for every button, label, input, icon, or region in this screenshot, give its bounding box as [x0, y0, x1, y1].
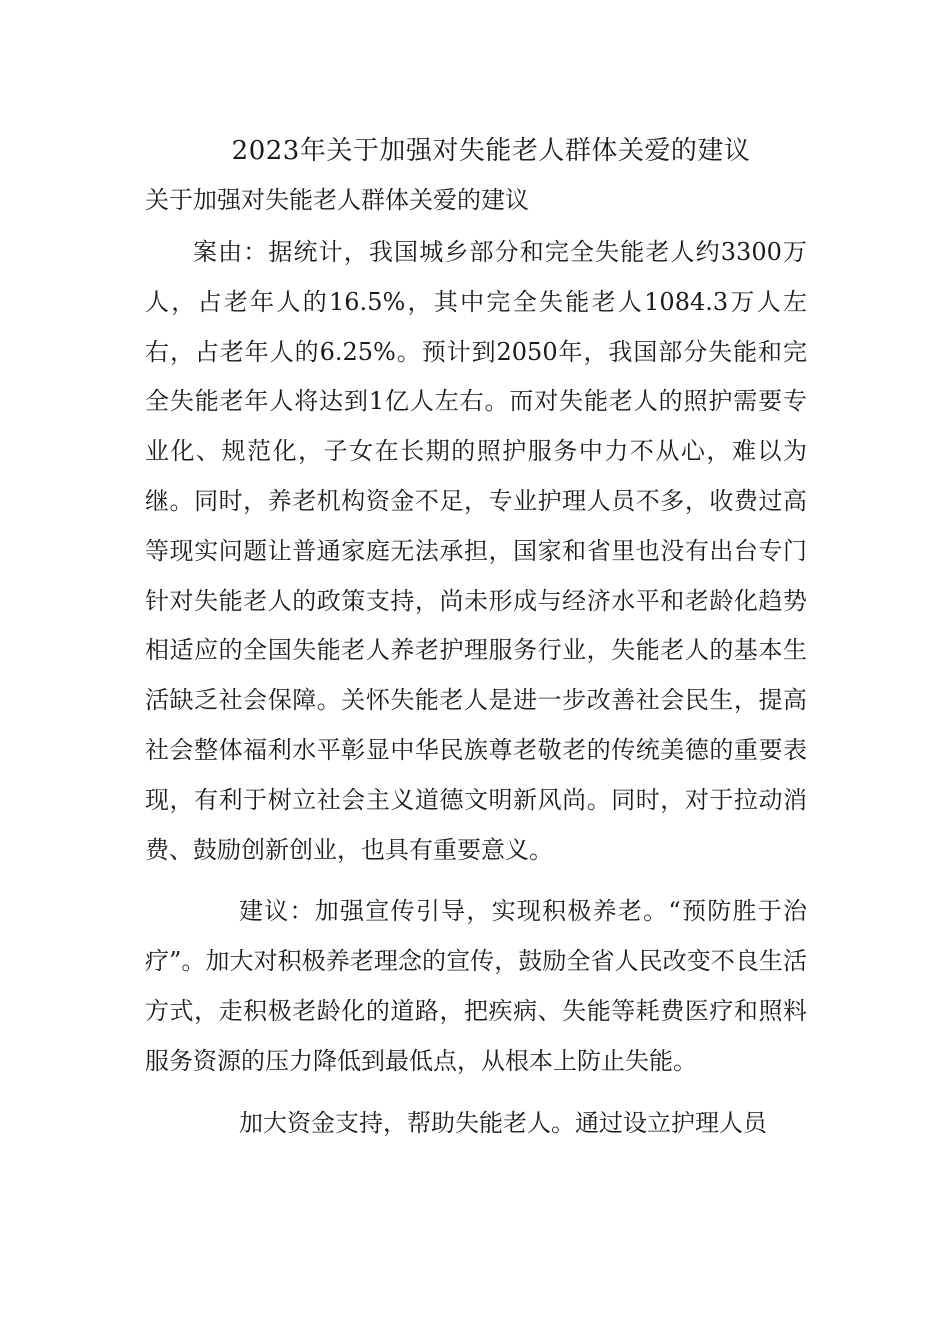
paragraph-case-reason: 案由：据统计，我国城乡部分和完全失能老人约3300万人，占老年人的16.5%，其中完全失能老人1084.3万人左右，占老年人的6.25%。预计到2050年，我国部分失能和完全失能老年人将达到1亿人左右。而对失能老人的照护需要专业化、规范化，子女在长期的照护服务中力不从心，难以为继。同时，养老机构资金不足，专业护理人员不多，收费过高等现实问题让普通家庭无法承担，国家和省里也没有出台专门针对失能老人的政策支持，尚未形成与经济水平和老龄化趋势相适应的全国失能老人养老护理服务行业，失能老人的基本生活缺乏社会保障。关怀失能老人是进一步改善社会民生，提高社会整体福利水平彰显中华民族尊老敬老的传统美德的重要表现，有利于树立社会主义道德文明新风尚。同时，对于拉动消费、鼓励创新创业，也具有重要意义。: [145, 238, 807, 864]
paragraph-suggestion-funding: 加大资金支持，帮助失能老人。通过设立护理人员: [239, 1108, 767, 1137]
document-subtitle: 关于加强对失能老人群体关爱的建议: [145, 186, 529, 214]
paragraph-suggestion-publicity: 建议：加强宣传引导，实现积极养老。“预防胜于治疗”。加大对积极养老理念的宣传，鼓励全省人民改变不良生活方式，走积极老龄化的道路，把疾病、失能等耗费医疗和照料服务资源的压力降低到最低点，从根本上防止失能。: [145, 897, 807, 1075]
document-body: [145, 130, 807, 1148]
document-title: 2023年关于加强对失能老人群体关爱的建议: [231, 136, 751, 166]
